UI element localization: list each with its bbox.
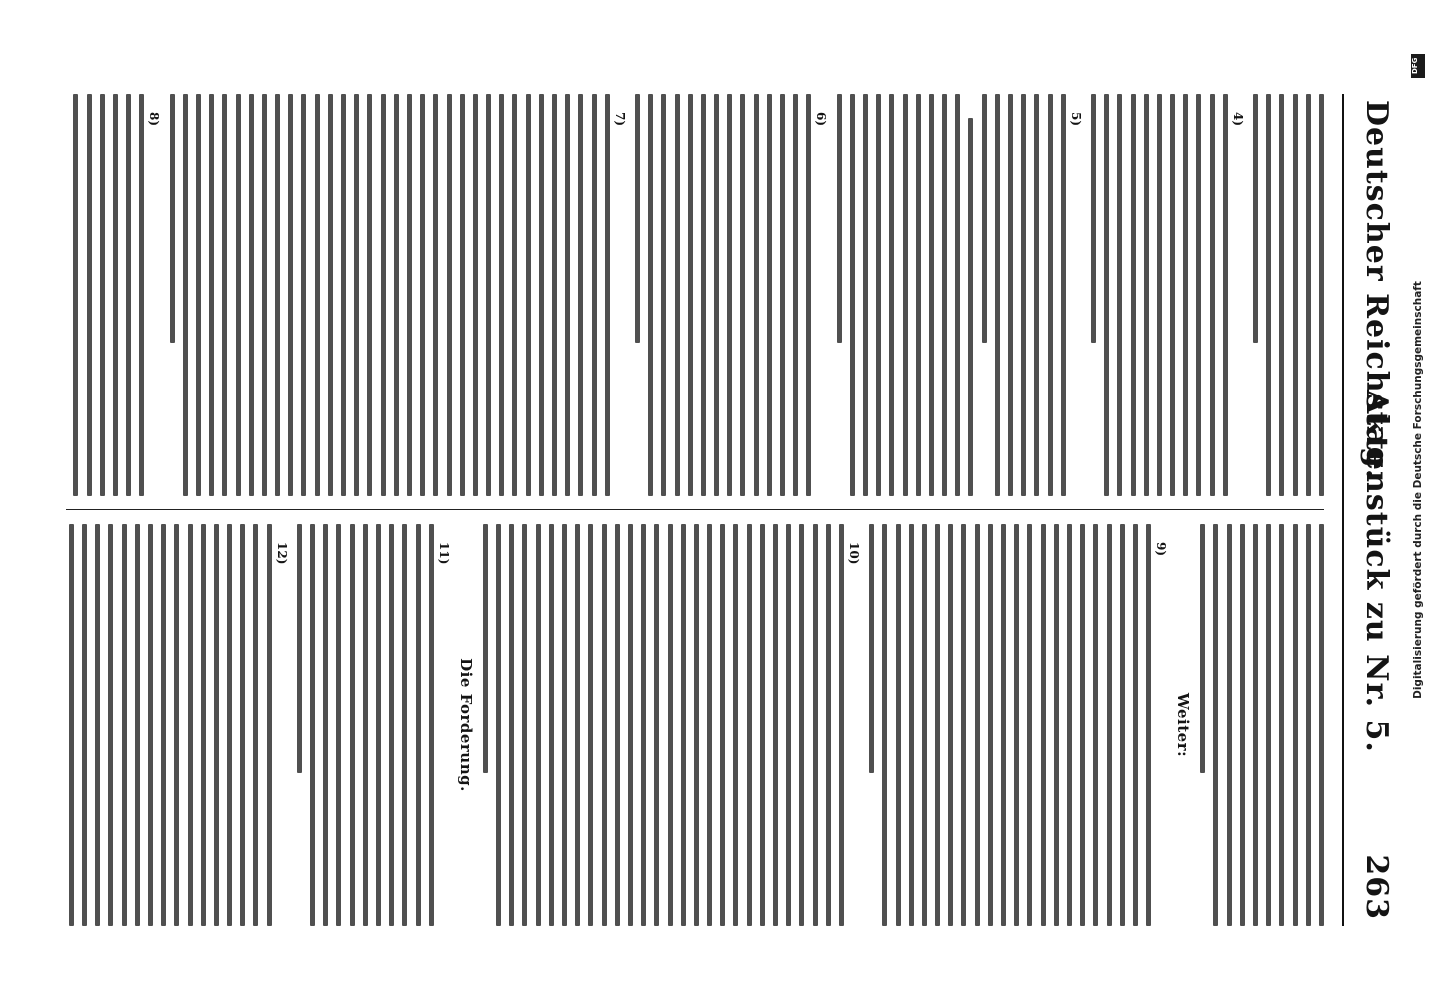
illegible-text-line [767,94,772,496]
illegible-text-line [1266,94,1271,496]
illegible-text-line [773,524,778,926]
illegible-text-line [201,524,206,926]
document-page [48,60,1408,960]
funding-notice-text: Digitalisierung gefördert durch die Deutsche Forschungsgemeinschaft [1412,281,1424,699]
paragraph-number: 4) [1230,112,1245,127]
illegible-text-line [948,524,953,926]
illegible-text-line [869,524,874,773]
illegible-text-line [429,524,434,926]
illegible-text-line [882,524,887,926]
illegible-text-line [100,94,105,496]
illegible-text-line [407,94,412,496]
illegible-text-line [108,524,113,926]
illegible-text-line [1293,94,1298,496]
illegible-text-line [113,94,118,496]
illegible-text-line [592,94,597,496]
illegible-text-line [297,524,302,773]
section-heading-weiter: Weiter: [1174,692,1193,758]
illegible-text-line [1319,94,1324,496]
illegible-text-line [1157,94,1162,496]
illegible-text-line [942,94,947,496]
illegible-text-line [240,524,245,926]
page-number: 263 [1359,854,1394,920]
illegible-text-line [549,524,554,926]
illegible-text-line [1306,94,1311,496]
illegible-text-line [1306,524,1311,926]
illegible-text-line [1319,524,1324,926]
illegible-text-line [1021,94,1026,496]
illegible-text-line [381,94,386,496]
running-head-section: Aktenstück zu Nr. 5. [1359,390,1394,753]
illegible-text-line [1027,524,1032,926]
illegible-text-line [1146,524,1151,926]
illegible-text-line [605,94,610,496]
scanned-page-frame [48,60,1408,960]
illegible-text-line [806,94,811,496]
illegible-text-line [139,94,144,496]
illegible-text-line [509,524,514,926]
illegible-text-line [460,94,465,496]
illegible-text-line [367,94,372,496]
illegible-text-line [707,524,712,926]
illegible-text-line [1048,94,1053,496]
illegible-text-line [376,524,381,926]
illegible-text-line [641,524,646,926]
illegible-text-line [222,94,227,496]
illegible-text-line [747,524,752,926]
illegible-text-line [837,94,842,343]
illegible-text-line [635,94,640,343]
illegible-text-line [734,524,739,926]
illegible-text-line [793,94,798,496]
illegible-text-line [588,524,593,926]
illegible-text-line [1279,524,1284,926]
illegible-text-line [275,94,280,496]
illegible-text-line [126,94,131,496]
paragraph-number: 8) [147,112,162,127]
illegible-text-line [909,524,914,926]
illegible-text-line [1034,94,1039,496]
illegible-text-line [780,94,785,496]
illegible-text-line [486,94,491,496]
illegible-text-line [236,94,241,496]
illegible-text-line [1144,94,1149,496]
illegible-text-line [148,524,153,926]
illegible-text-line [701,94,706,496]
illegible-text-line [174,524,179,926]
illegible-text-line [209,94,214,496]
illegible-text-line [254,524,259,926]
paragraph-number: 12) [274,542,289,565]
illegible-text-line [1131,94,1136,496]
illegible-text-line [1041,524,1046,926]
illegible-text-line [1197,94,1202,496]
illegible-text-line [1253,94,1258,343]
illegible-text-line [1117,94,1122,496]
illegible-text-line [1104,94,1109,496]
illegible-text-line [675,94,680,496]
illegible-text-line [1014,524,1019,926]
illegible-text-line [513,94,518,496]
illegible-text-line [962,524,967,926]
running-head-title: Deutscher Reichstag. [1359,100,1394,481]
paragraph-number: 7) [612,112,627,127]
illegible-text-line [1240,524,1245,926]
illegible-text-line [1001,524,1006,926]
illegible-text-line [69,524,74,926]
illegible-text-line [565,94,570,496]
illegible-text-line [552,94,557,496]
illegible-text-line [1183,94,1188,496]
illegible-text-line [714,94,719,496]
illegible-text-line [1293,524,1298,926]
paragraph-number: 11) [436,542,451,565]
illegible-text-line [483,524,488,773]
illegible-text-line [496,524,501,926]
illegible-text-line [995,94,1000,496]
illegible-text-line [526,94,531,496]
illegible-text-line [1061,94,1066,496]
illegible-text-line [1093,524,1098,926]
illegible-text-line [922,524,927,926]
right-text-column [66,524,1324,926]
illegible-text-line [1120,524,1125,926]
illegible-text-line [323,524,328,926]
illegible-text-line [433,94,438,496]
illegible-text-line [1080,524,1085,926]
illegible-text-line [935,524,940,926]
illegible-text-line [1223,94,1228,496]
illegible-text-line [188,524,193,926]
illegible-text-line [196,94,201,496]
illegible-text-line [741,94,746,496]
illegible-text-line [575,524,580,926]
illegible-text-line [1107,524,1112,926]
illegible-text-line [1133,524,1138,926]
paragraph-number: 6) [814,112,829,127]
illegible-text-line [1091,94,1096,343]
illegible-text-line [562,524,567,926]
paragraph-number: 5) [1068,112,1083,127]
illegible-text-line [786,524,791,926]
illegible-text-line [350,524,355,926]
illegible-text-line [1008,94,1013,496]
illegible-text-line [668,524,673,926]
illegible-text-line [1067,524,1072,926]
illegible-text-line [876,94,881,496]
illegible-text-line [955,94,960,496]
illegible-text-line [863,94,868,496]
illegible-text-line [95,524,100,926]
illegible-text-line [839,524,844,926]
illegible-text-line [302,94,307,496]
illegible-text-line [473,94,478,496]
illegible-text-line [727,94,732,496]
illegible-text-line [315,94,320,496]
illegible-text-line [183,94,188,496]
illegible-text-line [628,524,633,926]
illegible-text-line [688,94,693,496]
illegible-text-line [694,524,699,926]
dfg-logo: DFG [1411,54,1425,78]
illegible-text-line [1279,94,1284,496]
illegible-text-line [161,524,166,926]
illegible-text-line [402,524,407,926]
digitization-notice [1408,40,1428,940]
illegible-text-line [447,94,452,496]
illegible-text-line [813,524,818,926]
illegible-text-line [602,524,607,926]
illegible-text-line [826,524,831,926]
illegible-text-line [499,94,504,496]
illegible-text-line [354,94,359,496]
illegible-text-line [336,524,341,926]
illegible-text-line [1214,524,1219,926]
illegible-text-line [135,524,140,926]
illegible-text-line [310,524,315,926]
illegible-text-line [648,94,653,496]
illegible-text-line [799,524,804,926]
illegible-text-line [523,524,528,926]
illegible-text-line [536,524,541,926]
illegible-text-line [87,94,92,496]
illegible-text-line [1170,94,1175,496]
illegible-text-line [288,94,293,496]
illegible-text-line [760,524,765,926]
column-divider [66,509,1324,510]
illegible-text-line [903,94,908,496]
illegible-text-line [363,524,368,926]
illegible-text-line [1253,524,1258,926]
illegible-text-line [754,94,759,496]
illegible-text-line [896,524,901,926]
illegible-text-line [969,118,974,496]
section-heading-forderung: Die Forderung. [456,658,475,792]
illegible-text-line [578,94,583,496]
illegible-text-line [267,524,272,926]
illegible-text-line [420,94,425,496]
illegible-text-line [249,94,254,496]
illegible-text-line [982,94,987,343]
illegible-text-line [227,524,232,926]
illegible-text-line [681,524,686,926]
illegible-text-line [988,524,993,926]
illegible-text-line [170,94,175,343]
illegible-text-line [916,94,921,496]
illegible-text-line [74,94,79,496]
illegible-text-line [661,94,666,496]
header-rule [1342,94,1344,926]
illegible-text-line [389,524,394,926]
illegible-text-line [1266,524,1271,926]
illegible-text-line [539,94,544,496]
illegible-text-line [850,94,855,496]
illegible-text-line [1054,524,1059,926]
paragraph-number: 10) [847,542,861,565]
illegible-text-line [341,94,346,496]
illegible-text-line [262,94,267,496]
illegible-text-line [416,524,421,926]
illegible-text-line [394,94,399,496]
illegible-text-line [975,524,980,926]
illegible-text-line [654,524,659,926]
illegible-text-line [720,524,725,926]
illegible-text-line [1227,524,1232,926]
illegible-text-line [929,94,934,496]
illegible-text-line [122,524,127,926]
illegible-text-line [615,524,620,926]
illegible-text-line [214,524,219,926]
illegible-text-line [889,94,894,496]
illegible-text-line [1210,94,1215,496]
illegible-text-line [82,524,87,926]
paragraph-number: 9) [1154,542,1169,557]
illegible-text-line [1200,524,1205,773]
left-text-column [66,94,1324,496]
illegible-text-line [328,94,333,496]
